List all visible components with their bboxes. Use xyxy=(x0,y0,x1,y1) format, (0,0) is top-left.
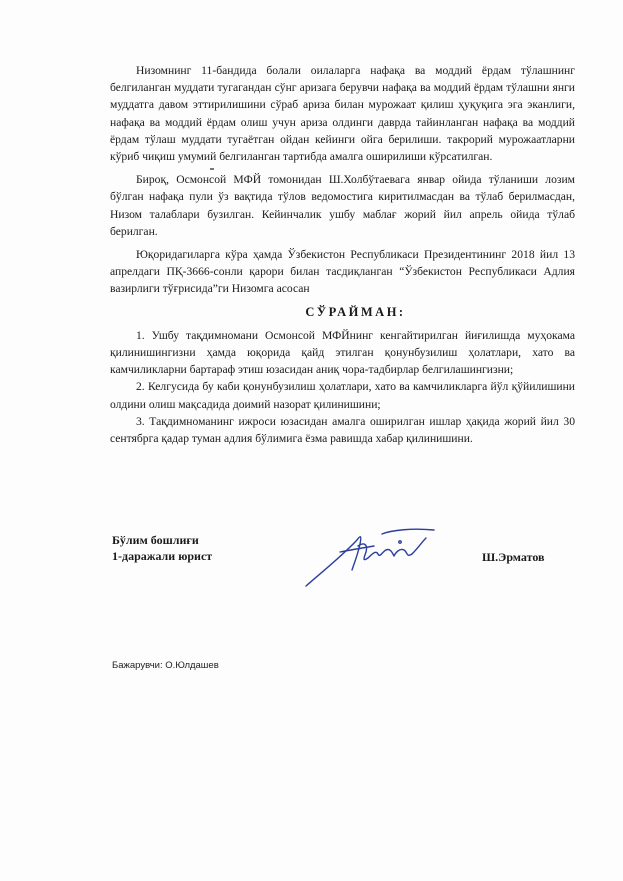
paragraph-2: Бироқ, Осмонсой МФЙ томонидан Ш.Холбўтаевага январ ойида тўланиши лозим бўлган нафақа пули ўз вақтида тўлов ведомостига киритилмасдан ва тўлаб берилмасдан, Низом талаблари бузилган. Кейинчалик ушбу маблағ жорий йил апрель ойида тўлаб берилган. xyxy=(110,173,575,238)
signatory-title xyxy=(112,532,212,564)
paragraph-1: Низомнинг 11-бандида болали оилаларга нафақа ва моддий ёрдам тўлашнинг белгиланган муддати тугагандан сўнг аризага берувчи нафақа ва моддий ёрдам тўлашни янги муддатга давом эттирилишини сўраб ариза билан мурожаат қилиш ҳуқуқига эга эканлиги, нафақа ва моддий ёрдам олиш учун ариза олдинги даврда тайинланган нафақа ва моддий ёрдам тўлаш муддати тугаётган ойдан кейинги ойга берилиши. такрорий мурожаатларни кўриб чиқиш умумий белгиланган тартибда амалга оширилиши кўрсатилган. xyxy=(110,64,575,164)
request-item-1: 1. Ушбу тақдимномани Осмонсой МФЙнинг кенгайтирилган йиғилишда муҳокама қилинишингизни ҳамда юқорида қайд этилган қонунбузилиш ҳолатлари, хато ва камчиликларни бартараф этиш юзасидан аниқ чора-тадбирлар белгилашингизни; xyxy=(110,328,575,377)
request-item-3: 3. Тақдимноманинг ижроси юзасидан амалга оширилган ишлар ҳақида жорий йил 30 сентябрга қадар туман адлия бўлимига ёзма равишда хабар қилинишини. xyxy=(110,414,575,446)
request-heading: СЎРАЙМАН: xyxy=(305,304,406,319)
signatory-position: Бўлим бошлиғи xyxy=(112,533,199,547)
signatory-name: Ш.Эрматов xyxy=(482,550,545,564)
paragraph-3: Юқоридагиларга кўра ҳамда Ўзбекистон Республикаси Президентининг 2018 йил 13 апрелдаги ПҚ-3666-сонли қарори билан тасдиқланган “Ўзбекистон Республикаси Адлия вазирлиги тўғрисида”ги Низомга асосан xyxy=(110,248,575,296)
request-item-2: 2. Келгусида бу каби қонунбузилиш ҳолатлари, хато ва камчиликларга йўл қўйилишини олдини олиш мақсадида доимий назорат қилинишини; xyxy=(110,380,575,411)
document-body xyxy=(110,62,575,447)
signature-block xyxy=(112,532,582,602)
executor-line: Бажарувчи: О.Юлдашев xyxy=(112,660,219,671)
handwritten-signature-icon xyxy=(302,522,452,592)
signatory-rank: 1-даражали юрист xyxy=(112,549,213,563)
